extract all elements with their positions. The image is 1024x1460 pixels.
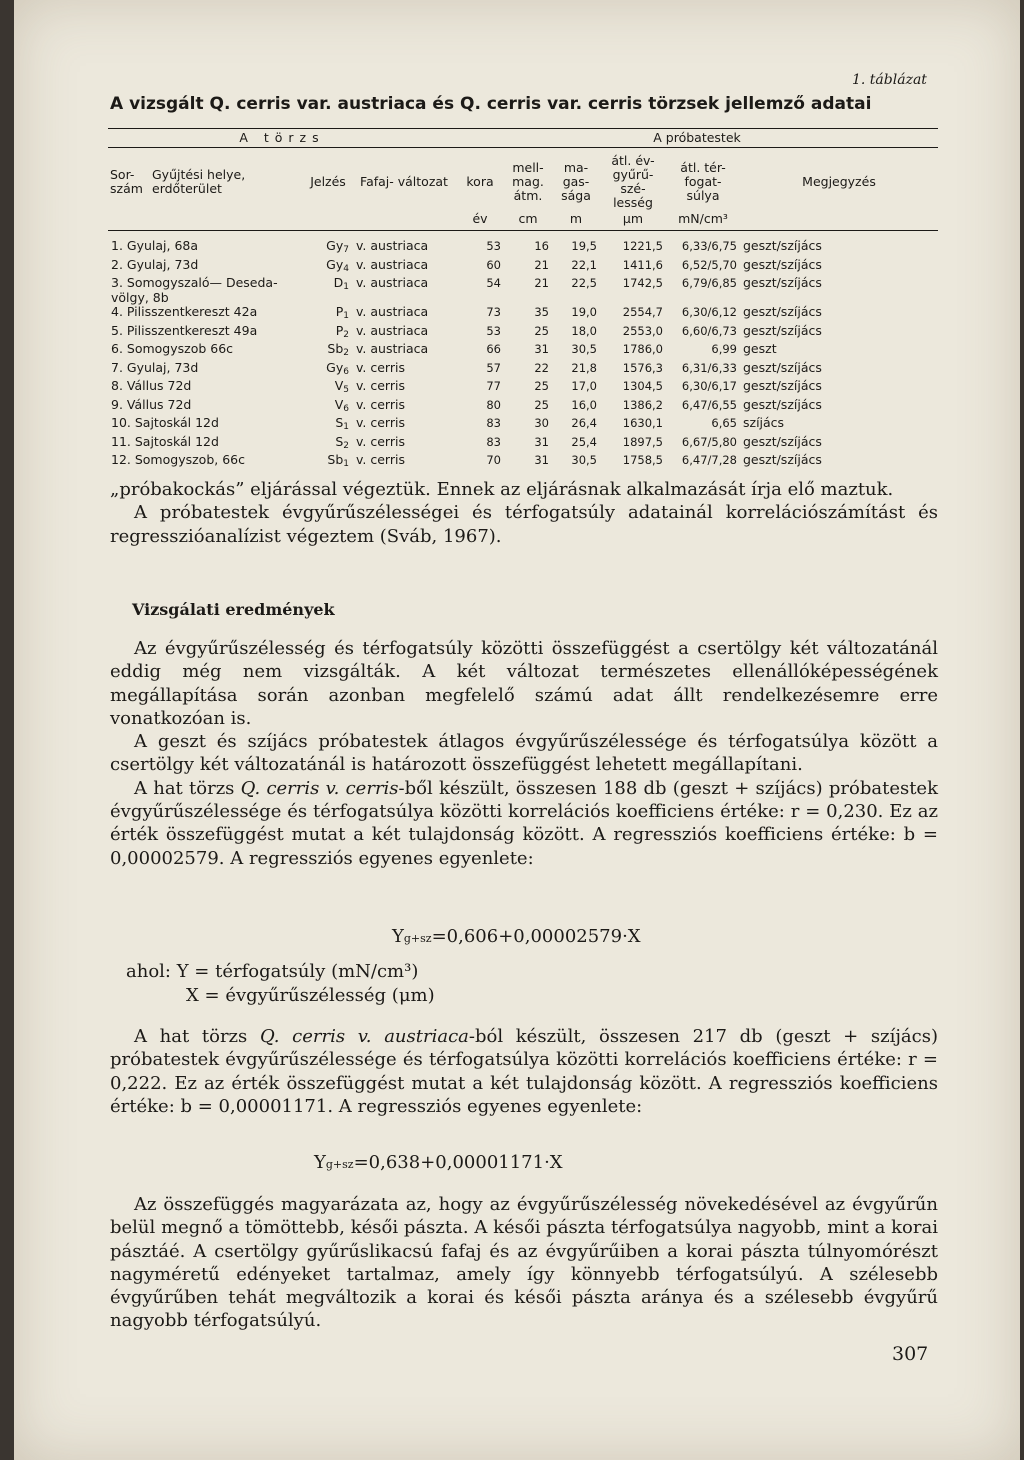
cell-dens: 6,31/6,33 bbox=[681, 360, 737, 375]
cell-code: $D_1$ bbox=[333, 275, 349, 292]
cell-code: $Sb_1$ bbox=[327, 452, 349, 469]
cell-age: 77 bbox=[486, 379, 501, 393]
cell-var: v. austriaca bbox=[356, 275, 429, 290]
table-row bbox=[108, 435, 938, 454]
cell-dbh: 31 bbox=[534, 453, 549, 467]
cell-note: geszt/szíjács bbox=[743, 238, 822, 253]
cell-var: v. austriaca bbox=[356, 238, 429, 253]
cell-dens: 6,99 bbox=[711, 342, 737, 356]
cell-h: 26,4 bbox=[571, 416, 597, 430]
cell-note: geszt/szíjács bbox=[743, 256, 822, 272]
cell-var: v. austriaca bbox=[356, 256, 429, 272]
cell-var: v. austriaca bbox=[356, 322, 429, 338]
header-magassaga: ma- gas- sága bbox=[561, 160, 591, 203]
species-cerris: Q. cerris v. cerris bbox=[240, 777, 399, 799]
table-row bbox=[108, 276, 938, 305]
explanation-block bbox=[110, 1193, 938, 1333]
cell-place: 4. Pilisszentkereszt 42a bbox=[111, 304, 258, 319]
cell-dens: 6,60/6,73 bbox=[681, 323, 737, 338]
cell-var: v. cerris bbox=[356, 359, 405, 375]
table-row bbox=[108, 416, 938, 435]
cell-age: 53 bbox=[486, 239, 501, 253]
cell-h: 21,8 bbox=[571, 360, 597, 375]
correlation-text: A próbatestek évgyűrűszélességei és térfogatsúly adatainál korrelációszámítást és regresszióanalízist végeztem (Sváb, 1967). bbox=[110, 502, 938, 547]
cell-ring: 2553,0 bbox=[622, 323, 663, 338]
cell-var: v. cerris bbox=[356, 415, 405, 430]
cell-place: 10. Sajtoskál 12d bbox=[111, 415, 219, 430]
cell-place: 7. Gyulaj, 73d bbox=[111, 359, 199, 375]
cell-code: $Gy_6$ bbox=[326, 359, 349, 377]
cell-ring: 1411,6 bbox=[622, 257, 663, 272]
cell-place: 11. Sajtoskál 12d bbox=[111, 433, 219, 449]
group-torzs: A törzs bbox=[108, 129, 456, 148]
cell-note: geszt/szíjács bbox=[743, 304, 822, 319]
cell-dbh: 31 bbox=[534, 434, 549, 449]
cell-dens: 6,79/6,85 bbox=[681, 276, 737, 290]
unit-kora: év bbox=[456, 210, 504, 231]
header-sorszam: Sor- szám bbox=[110, 167, 143, 196]
header-gyuruszel: átl. év- gyűrű- szé- lesség bbox=[611, 153, 655, 210]
cell-h: 30,5 bbox=[571, 453, 597, 467]
cell-note: geszt/szíjács bbox=[743, 452, 822, 467]
cell-var: v. cerris bbox=[356, 378, 405, 393]
cell-age: 80 bbox=[486, 397, 501, 412]
cell-h: 17,0 bbox=[571, 379, 597, 393]
species-austriaca: Q. cerris v. austriaca bbox=[259, 1026, 469, 1047]
paragraph-4: A hat törzs Q. cerris v. austriaca-ból készült, összesen 217 db (geszt + szíjács) próbatestek évgyűrűszélessége és térfogatsúlya közötti korrelációs koefficiens értéke: r = 0,222. Ez az érték összefüggést mutat a két tulajdonság között. A regressziós koefficiens értéke: b = 0,00001171. A regressziós egyenes egyenlete: bbox=[110, 1026, 939, 1117]
cell-code: $P_1$ bbox=[335, 304, 349, 321]
cell-code: $Sb_2$ bbox=[327, 341, 349, 358]
header-mellmag: mell- mag. átm. bbox=[512, 160, 544, 203]
cell-ring: 1630,1 bbox=[622, 416, 663, 430]
header-jelzes: Jelzés bbox=[310, 174, 346, 189]
cell-dbh: 25 bbox=[534, 379, 549, 393]
cell-dbh: 25 bbox=[534, 323, 549, 338]
cell-dens: 6,30/6,17 bbox=[681, 379, 737, 393]
cell-var: v. cerris bbox=[356, 452, 405, 467]
equation-1: Yg+sz=0,606+0,00002579·X bbox=[392, 926, 641, 947]
cell-h: 19,0 bbox=[571, 305, 597, 319]
unit-mellmag: cm bbox=[504, 210, 552, 231]
equation-2: Yg+sz=0,638+0,00001171·X bbox=[314, 1152, 563, 1173]
cell-dbh: 16 bbox=[534, 239, 549, 253]
cell-place: 1. Gyulaj, 68a bbox=[111, 238, 199, 253]
cell-var: v. cerris bbox=[356, 433, 405, 449]
cell-place: 9. Vállus 72d bbox=[111, 396, 192, 412]
table-row bbox=[108, 305, 938, 324]
unit-magassaga: m bbox=[552, 210, 600, 231]
paragraph-5: Az összefüggés magyarázata az, hogy az évgyűrűszélesség növekedésével az évgyűrűn belül megnő a tömöttebb, késői pászta. A késői pászta térfogatsúlya nagyobb, mint a korai pásztáé. A csertölgy gyűrűslikacsú fafaj és az évgyűrűiben a korai pászta túlnyomórészt nagyméretű edényeket tartalmaz, amely így könnyebb térfogatsúlyú. A szélesebb évgyűrűben tehát megváltozik a korai és késői pászta aránya és a szélesebb évgyűrű nagyobb térfogatsúlyú. bbox=[110, 1194, 938, 1332]
results-block bbox=[110, 637, 938, 870]
cell-place: 2. Gyulaj, 73d bbox=[111, 256, 199, 272]
cell-code: $Gy_4$ bbox=[326, 256, 349, 274]
header-gyujtesi: Gyűjtési helye, erdőterület bbox=[152, 167, 246, 196]
data-table bbox=[108, 128, 938, 472]
header-kora: kora bbox=[466, 174, 494, 189]
paragraph-3: A hat törzs Q. cerris v. cerris-ből készült, összesen 188 db (geszt + szíjács) próbatestek évgyűrűszélessége és térfogatsúlya közötti korrelációs koefficiens értéke: r = 0,230. Ez az érték összefüggést mutat a két tulajdonság között. A regressziós koefficiens értéke: b = 0,00002579. A regressziós egyenes egyenlete: bbox=[110, 777, 938, 869]
cell-ring: 2554,7 bbox=[622, 305, 663, 319]
table-row bbox=[108, 342, 938, 361]
cell-place: 12. Somogyszob, 66c bbox=[111, 452, 245, 467]
cell-h: 30,5 bbox=[571, 342, 597, 356]
cell-ring: 1897,5 bbox=[622, 434, 663, 449]
cell-age: 66 bbox=[486, 342, 501, 356]
page-number: 307 bbox=[892, 1343, 929, 1365]
intro-block bbox=[110, 478, 938, 548]
cell-dbh: 30 bbox=[534, 416, 549, 430]
cell-age: 57 bbox=[486, 360, 501, 375]
cell-dbh: 25 bbox=[534, 397, 549, 412]
cell-ring: 1576,3 bbox=[622, 360, 663, 375]
cell-note: geszt/szíjács bbox=[743, 378, 822, 393]
cell-ring: 1742,5 bbox=[622, 276, 663, 290]
equation-legend-y: ahol: Y = térfogatsúly (mN/cm³) bbox=[126, 961, 419, 982]
cell-code: $P_2$ bbox=[335, 322, 349, 340]
cell-age: 70 bbox=[486, 453, 501, 467]
cell-note: szíjács bbox=[743, 415, 785, 430]
table-row bbox=[108, 398, 938, 417]
paragraph-correlation bbox=[110, 501, 938, 548]
cell-place: 8. Vállus 72d bbox=[111, 378, 192, 393]
cell-note: geszt/szíjács bbox=[743, 433, 822, 449]
austriaca-block bbox=[110, 1025, 938, 1118]
cell-dens: 6,47/7,28 bbox=[681, 453, 737, 467]
cell-dbh: 22 bbox=[534, 360, 549, 375]
cell-var: v. austriaca bbox=[356, 304, 429, 319]
cell-dbh: 21 bbox=[534, 257, 549, 272]
header-terfogatsuly: átl. tér- fogat- súlya bbox=[680, 160, 726, 203]
cell-age: 60 bbox=[486, 257, 501, 272]
section-heading: Vizsgálati eredmények bbox=[132, 600, 335, 619]
cell-dens: 6,33/6,75 bbox=[681, 239, 737, 253]
paragraph-2: A geszt és szíjács próbatestek átlagos évgyűrűszélessége és térfogatsúlya között a csertölgy két változatánál is határozott összefüggést lehetett megállapítani. bbox=[110, 731, 938, 776]
cell-note: geszt/szíjács bbox=[743, 396, 822, 412]
cell-h: 19,5 bbox=[571, 239, 597, 253]
group-probatestek: A próbatestek bbox=[456, 129, 938, 148]
table-row bbox=[108, 453, 938, 472]
header-fafaj: Fafaj- változat bbox=[360, 174, 448, 189]
cell-code: $Gy_7$ bbox=[326, 238, 349, 255]
table-title: A vizsgált Q. cerris var. austriaca és Q. cerris var. cerris törzsek jellemző adatai bbox=[110, 94, 872, 114]
equation-legend-x: X = évgyűrűszélesség (μm) bbox=[186, 985, 435, 1006]
cell-h: 18,0 bbox=[571, 323, 597, 338]
cell-age: 53 bbox=[486, 323, 501, 338]
cell-dbh: 35 bbox=[534, 305, 549, 319]
cell-ring: 1221,5 bbox=[622, 239, 663, 253]
cell-dbh: 21 bbox=[534, 276, 549, 290]
cell-code: $S_2$ bbox=[335, 433, 349, 451]
cell-h: 22,1 bbox=[571, 257, 597, 272]
cell-place: 6. Somogyszob 66c bbox=[111, 341, 234, 356]
cell-age: 83 bbox=[486, 434, 501, 449]
cell-note: geszt/szíjács bbox=[743, 322, 822, 338]
cell-place: 5. Pilisszentkereszt 49a bbox=[111, 322, 258, 338]
unit-gyuruszel: μm bbox=[600, 210, 666, 231]
cell-note: geszt bbox=[743, 341, 777, 356]
cell-dens: 6,67/5,80 bbox=[681, 434, 737, 449]
cell-place: 3. Somogyszaló— Deseda-völgy, 8b bbox=[111, 275, 278, 305]
cell-dens: 6,30/6,12 bbox=[681, 305, 737, 319]
table-row bbox=[108, 379, 938, 398]
table-row bbox=[108, 324, 938, 343]
paragraph-intro: „próbakockás” eljárással végeztük. Ennek az eljárásnak alkalmazását írja elő maztuk. bbox=[110, 479, 894, 500]
cell-code: $V_5$ bbox=[334, 378, 349, 395]
cell-code: $V_6$ bbox=[334, 396, 349, 414]
cell-age: 54 bbox=[486, 276, 501, 290]
book-page bbox=[14, 0, 1020, 1460]
unit-terfogatsuly: mN/cm³ bbox=[666, 210, 740, 231]
cell-ring: 1758,5 bbox=[622, 453, 663, 467]
cell-dens: 6,47/6,55 bbox=[681, 397, 737, 412]
table-row bbox=[108, 361, 938, 380]
paragraph-1: Az évgyűrűszélesség és térfogatsúly közötti összefüggést a csertölgy két változatánál eddig még nem vizsgálták. A két változat természetes ellenállóképességének megállapítása során azonban megfelelő számú adat állt rendelkezésemre erre vonatkozóan is. bbox=[110, 638, 938, 729]
cell-age: 83 bbox=[486, 416, 501, 430]
cell-dens: 6,65 bbox=[711, 416, 737, 430]
cell-h: 22,5 bbox=[571, 276, 597, 290]
table-row bbox=[108, 258, 938, 277]
cell-age: 73 bbox=[486, 305, 501, 319]
table-row bbox=[108, 231, 938, 258]
cell-ring: 1786,0 bbox=[622, 342, 663, 356]
cell-dbh: 31 bbox=[534, 342, 549, 356]
cell-dens: 6,52/5,70 bbox=[681, 257, 737, 272]
header-megjegyzes: Megjegyzés bbox=[802, 174, 876, 189]
cell-ring: 1386,2 bbox=[622, 397, 663, 412]
cell-h: 16,0 bbox=[571, 397, 597, 412]
table-tag: 1. táblázat bbox=[852, 72, 927, 88]
cell-note: geszt/szíjács bbox=[743, 359, 822, 375]
cell-note: geszt/szíjács bbox=[743, 275, 822, 290]
cell-var: v. austriaca bbox=[356, 341, 429, 356]
cell-h: 25,4 bbox=[571, 434, 597, 449]
cell-var: v. cerris bbox=[356, 396, 405, 412]
cell-code: $S_1$ bbox=[335, 415, 349, 432]
cell-ring: 1304,5 bbox=[622, 379, 663, 393]
